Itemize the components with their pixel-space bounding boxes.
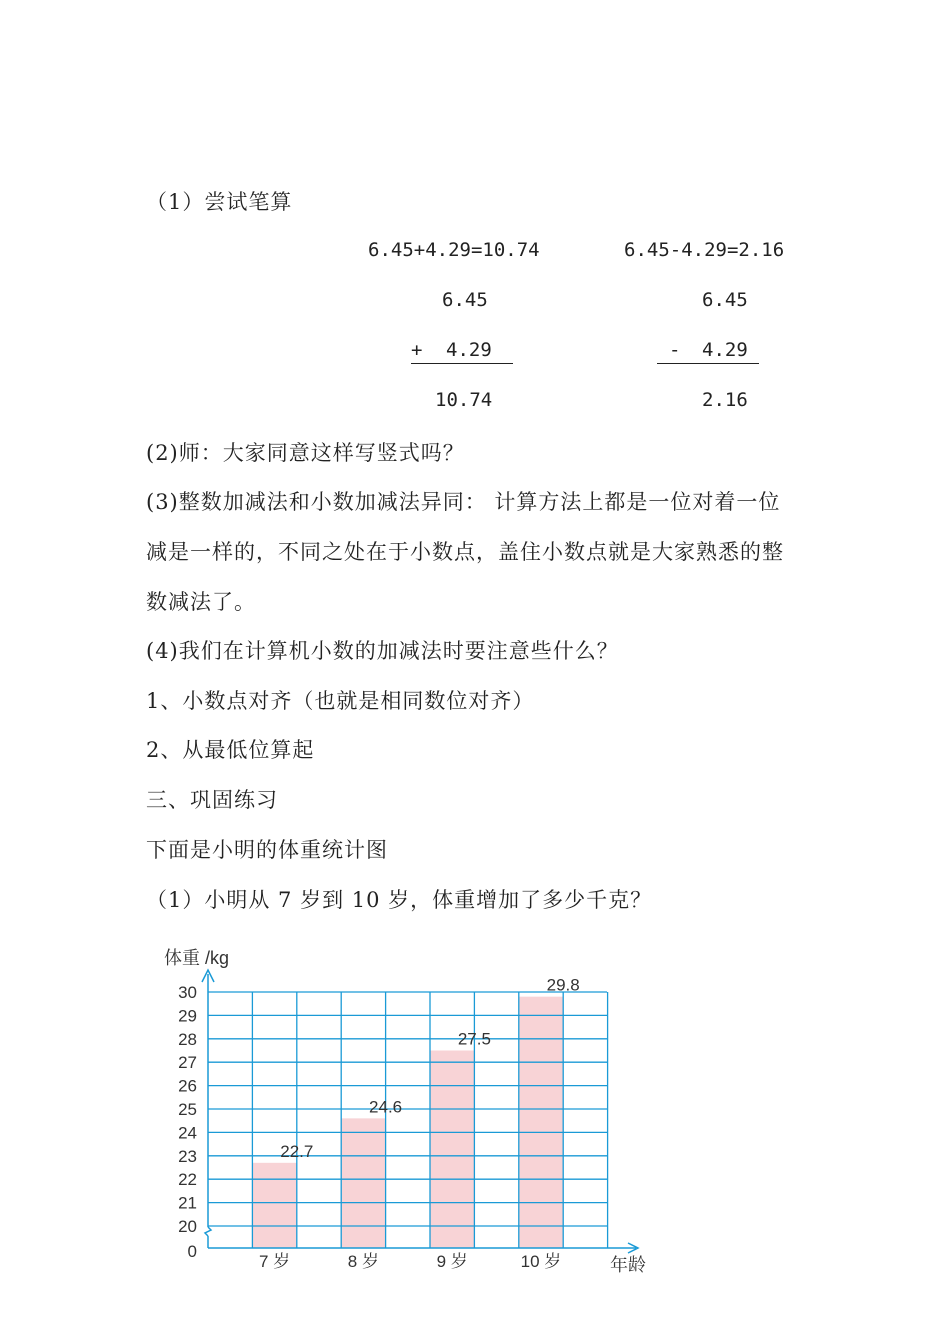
y-tick-label: 21 (178, 1193, 197, 1213)
add-result: 10.74 (435, 389, 493, 411)
paragraph-2: (2)师：大家同意这样写竖式吗？ (146, 441, 465, 465)
data-label: 27.5 (457, 1029, 491, 1049)
paragraph-3-line-1: (3)整数加减法和小数加减法异同： 计算方法上都是一位对着一位 (146, 490, 781, 514)
bar-2 (341, 1118, 385, 1248)
rule-1: 1、小数点对齐（也就是相同数位对齐） (146, 689, 535, 713)
y-tick-label: 30 (178, 983, 197, 1002)
y-tick-label: 24 (178, 1123, 197, 1143)
y-tick-label: 28 (178, 1029, 197, 1049)
section-3-heading: 三、巩固练习 (146, 788, 278, 812)
y-tick-label: 23 (178, 1146, 197, 1166)
section1-heading: （1）尝试笔算 (146, 190, 293, 214)
bar-3 (430, 1051, 474, 1249)
x-tick-label: 8 岁 (347, 1252, 379, 1271)
y-tick-label: 0 (187, 1242, 197, 1261)
data-label: 22.7 (280, 1141, 314, 1161)
paragraph-3-line-2: 减是一样的，不同之处在于小数点，盖住小数点就是大家熟悉的整 (146, 540, 784, 564)
x-axis-title: 年龄 (610, 1255, 646, 1275)
bar-4 (519, 997, 563, 1248)
data-label: 29.8 (546, 975, 580, 995)
sub-equation: 6.45-4.29=2.16 (624, 239, 785, 261)
y-axis-break (205, 1227, 211, 1236)
sub-top-number: 6.45 (702, 289, 748, 311)
y-tick-label: 20 (178, 1217, 197, 1236)
y-tick-label: 25 (178, 1100, 197, 1119)
x-tick-label: 10 岁 (520, 1252, 562, 1271)
minus-operator: - (669, 339, 681, 361)
y-tick-label: 26 (178, 1076, 197, 1096)
paragraph-4: (4)我们在计算机小数的加减法时要注意些什么？ (146, 639, 619, 663)
plus-operator: + (411, 339, 423, 361)
x-tick-label: 7 岁 (259, 1252, 291, 1271)
x-tick-label: 9 岁 (436, 1252, 468, 1271)
add-top-number: 6.45 (442, 289, 488, 311)
rule-2: 2、从最低位算起 (146, 738, 315, 762)
add-second-number: 4.29 (446, 339, 492, 361)
add-equation: 6.45+4.29=10.74 (368, 239, 540, 261)
y-axis-title: 体重 /kg (164, 948, 230, 968)
paragraph-3-line-3: 数减法了。 (146, 590, 256, 614)
bar-1 (252, 1163, 296, 1248)
sub-second-number: 4.29 (702, 339, 748, 361)
y-tick-label: 29 (178, 1006, 197, 1026)
y-tick-label: 27 (178, 1053, 197, 1073)
chart-intro: 下面是小明的体重统计图 (146, 838, 388, 862)
y-tick-label: 22 (178, 1170, 197, 1190)
sub-result: 2.16 (702, 389, 748, 411)
question-1: （1）小明从 7 岁到 10 岁，体重增加了多少千克？ (146, 888, 653, 912)
data-label: 24.6 (369, 1097, 403, 1117)
